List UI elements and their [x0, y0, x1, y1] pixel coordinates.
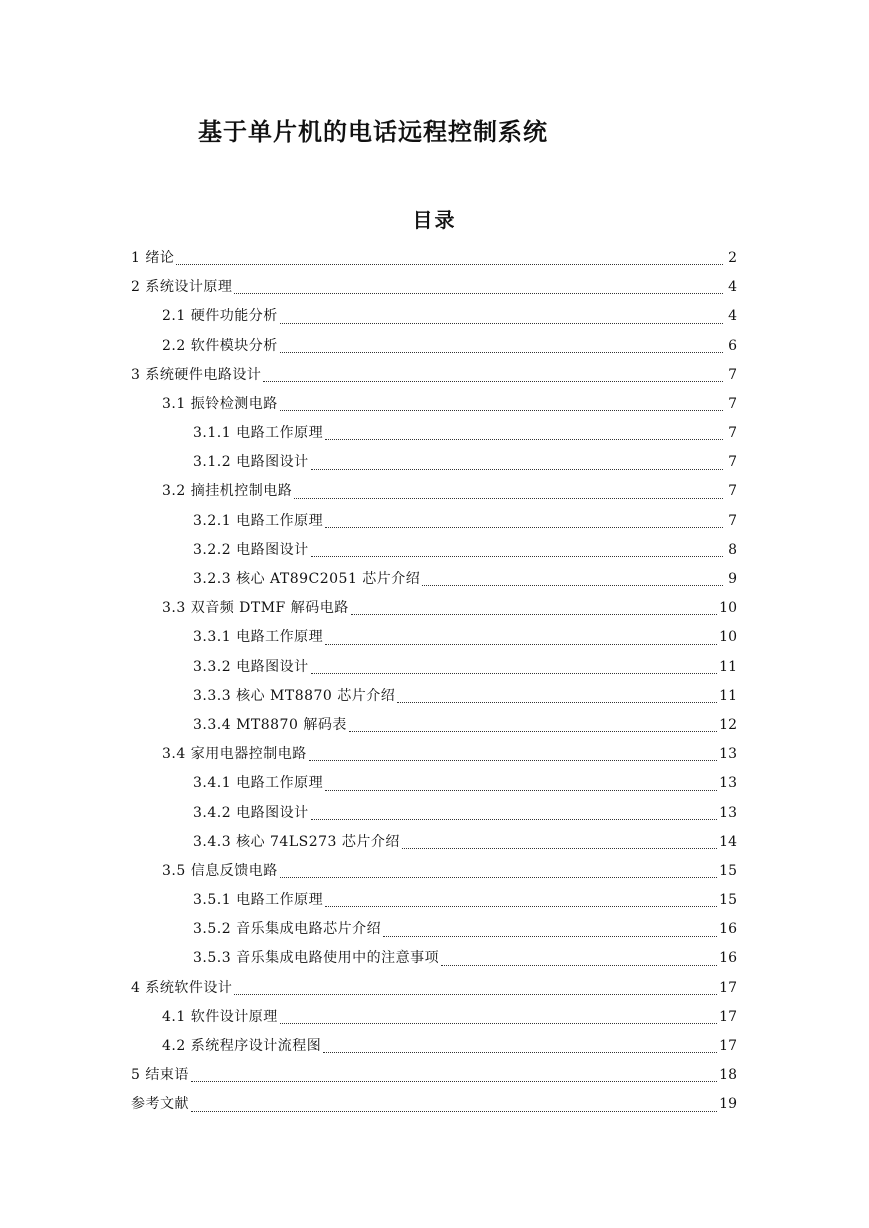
toc-entry-page-number: 4 — [728, 279, 737, 296]
toc-entry-page-number: 8 — [728, 541, 737, 558]
toc-dot-leader — [280, 302, 723, 331]
toc-dot-leader — [176, 244, 723, 273]
toc-dot-leader — [311, 536, 723, 565]
toc-entry[interactable] — [131, 273, 737, 302]
toc-entry-label: 3.4.3 核心 74LS273 芯片介绍 — [193, 833, 400, 850]
toc-entry[interactable] — [131, 915, 737, 944]
toc-entry-label: 3.5.3 音乐集成电路使用中的注意事项 — [193, 950, 440, 967]
toc-entry-page-number: 6 — [728, 337, 737, 354]
toc-dot-leader — [309, 740, 717, 769]
toc-entry-page-number: 13 — [719, 804, 737, 821]
toc-entry[interactable] — [131, 302, 737, 331]
toc-dot-leader — [263, 361, 723, 390]
toc-dot-leader — [294, 478, 723, 507]
toc-dot-leader — [191, 1061, 717, 1090]
toc-entry-label: 3.3.1 电路工作原理 — [193, 629, 324, 646]
toc-dot-leader — [325, 769, 717, 798]
toc-entry[interactable] — [131, 1032, 737, 1061]
toc-entry-page-number: 16 — [719, 950, 737, 967]
toc-entry[interactable] — [131, 799, 737, 828]
toc-entry[interactable] — [131, 478, 737, 507]
toc-entry-label: 2.1 硬件功能分析 — [162, 308, 278, 325]
toc-entry[interactable] — [131, 536, 737, 565]
toc-entry[interactable] — [131, 594, 737, 623]
toc-entry-label: 3.3.2 电路图设计 — [193, 658, 309, 675]
toc-entry[interactable] — [131, 828, 737, 857]
toc-entry-page-number: 18 — [719, 1067, 737, 1084]
toc-entry-label: 1 绪论 — [131, 249, 175, 266]
toc-entry-page-number: 10 — [719, 629, 737, 646]
toc-list — [131, 244, 737, 1120]
toc-dot-leader — [325, 886, 717, 915]
toc-entry[interactable] — [131, 886, 737, 915]
toc-entry-label: 参考文献 — [131, 1096, 189, 1113]
toc-dot-leader — [349, 711, 717, 740]
toc-entry-page-number: 17 — [719, 1008, 737, 1025]
toc-dot-leader — [311, 799, 718, 828]
toc-entry[interactable] — [131, 390, 737, 419]
toc-dot-leader — [280, 390, 723, 419]
toc-dot-leader — [234, 273, 723, 302]
toc-entry[interactable] — [131, 448, 737, 477]
toc-dot-leader — [402, 828, 717, 857]
toc-entry-page-number: 19 — [719, 1096, 737, 1113]
toc-entry-label: 3.4 家用电器控制电路 — [162, 746, 307, 763]
toc-entry-label: 3.5.2 音乐集成电路芯片介绍 — [193, 921, 382, 938]
toc-entry-page-number: 15 — [719, 892, 737, 909]
toc-entry-page-number: 2 — [728, 249, 737, 266]
toc-entry-page-number: 10 — [719, 600, 737, 617]
toc-entry-label: 3.2.1 电路工作原理 — [193, 512, 324, 529]
toc-entry[interactable] — [131, 244, 737, 273]
toc-entry[interactable] — [131, 769, 737, 798]
toc-dot-leader — [383, 915, 717, 944]
toc-dot-leader — [311, 448, 723, 477]
toc-entry-page-number: 14 — [719, 833, 737, 850]
toc-dot-leader — [351, 594, 717, 623]
toc-entry[interactable] — [131, 1003, 737, 1032]
toc-entry-label: 3 系统硬件电路设计 — [131, 366, 262, 383]
toc-dot-leader — [191, 1090, 717, 1119]
toc-entry[interactable] — [131, 332, 737, 361]
toc-entry[interactable] — [131, 565, 737, 594]
toc-entry-label: 2.2 软件模块分析 — [162, 337, 278, 354]
toc-entry-page-number: 11 — [719, 687, 737, 704]
toc-entry-label: 4 系统软件设计 — [131, 979, 233, 996]
toc-entry-label: 3.2.3 核心 AT89C2051 芯片介绍 — [193, 571, 421, 588]
document-title: 基于单片机的电话远程控制系统 — [198, 117, 548, 146]
toc-entry-page-number: 15 — [719, 862, 737, 879]
toc-dot-leader — [280, 332, 723, 361]
toc-entry-label: 3.3.4 MT8870 解码表 — [193, 716, 347, 733]
toc-dot-leader — [325, 623, 717, 652]
toc-entry-page-number: 13 — [719, 775, 737, 792]
toc-entry-page-number: 7 — [728, 483, 737, 500]
toc-entry[interactable] — [131, 1090, 737, 1119]
toc-entry[interactable] — [131, 974, 737, 1003]
toc-entry-label: 3.4.1 电路工作原理 — [193, 775, 324, 792]
toc-entry[interactable] — [131, 653, 737, 682]
toc-entry-label: 3.4.2 电路图设计 — [193, 804, 309, 821]
toc-entry-label: 3.2 摘挂机控制电路 — [162, 483, 293, 500]
toc-entry-page-number: 17 — [719, 979, 737, 996]
toc-entry[interactable] — [131, 682, 737, 711]
toc-dot-leader — [397, 682, 717, 711]
toc-entry-page-number: 11 — [719, 658, 737, 675]
toc-entry-page-number: 7 — [728, 395, 737, 412]
toc-entry-label: 3.5 信息反馈电路 — [162, 862, 278, 879]
toc-entry-page-number: 7 — [728, 454, 737, 471]
toc-dot-leader — [323, 1032, 717, 1061]
toc-entry-label: 3.3 双音频 DTMF 解码电路 — [162, 600, 349, 617]
toc-dot-leader — [422, 565, 723, 594]
toc-entry[interactable] — [131, 507, 737, 536]
toc-dot-leader — [311, 653, 718, 682]
toc-dot-leader — [280, 1003, 717, 1032]
toc-entry[interactable] — [131, 857, 737, 886]
toc-entry-page-number: 9 — [728, 571, 737, 588]
toc-entry-page-number: 7 — [728, 512, 737, 529]
toc-entry[interactable] — [131, 740, 737, 769]
toc-dot-leader — [441, 945, 717, 974]
toc-entry-label: 5 结束语 — [131, 1067, 189, 1084]
toc-dot-leader — [234, 974, 717, 1003]
toc-entry-page-number: 4 — [728, 308, 737, 325]
toc-entry[interactable] — [131, 361, 737, 390]
toc-entry-label: 3.5.1 电路工作原理 — [193, 892, 324, 909]
toc-entry-label: 3.1.2 电路图设计 — [193, 454, 309, 471]
toc-entry[interactable] — [131, 1061, 737, 1090]
toc-entry-page-number: 7 — [728, 366, 737, 383]
toc-entry[interactable] — [131, 711, 737, 740]
toc-entry-label: 3.1 振铃检测电路 — [162, 395, 278, 412]
toc-dot-leader — [325, 507, 723, 536]
toc-entry-page-number: 16 — [719, 921, 737, 938]
toc-entry-label: 3.1.1 电路工作原理 — [193, 425, 324, 442]
toc-entry-label: 4.1 软件设计原理 — [162, 1008, 278, 1025]
toc-dot-leader — [280, 857, 717, 886]
toc-entry-page-number: 12 — [719, 716, 737, 733]
toc-entry[interactable] — [131, 419, 737, 448]
toc-entry-page-number: 13 — [719, 746, 737, 763]
toc-entry[interactable] — [131, 623, 737, 652]
toc-entry-label: 3.2.2 电路图设计 — [193, 541, 309, 558]
toc-entry-page-number: 7 — [728, 425, 737, 442]
toc-entry-label: 3.3.3 核心 MT8870 芯片介绍 — [193, 687, 396, 704]
toc-heading: 目录 — [412, 208, 457, 232]
toc-dot-leader — [325, 419, 723, 448]
toc-entry-label: 4.2 系统程序设计流程图 — [162, 1038, 322, 1055]
toc-entry[interactable] — [131, 945, 737, 974]
toc-entry-label: 2 系统设计原理 — [131, 279, 233, 296]
toc-entry-page-number: 17 — [719, 1038, 737, 1055]
